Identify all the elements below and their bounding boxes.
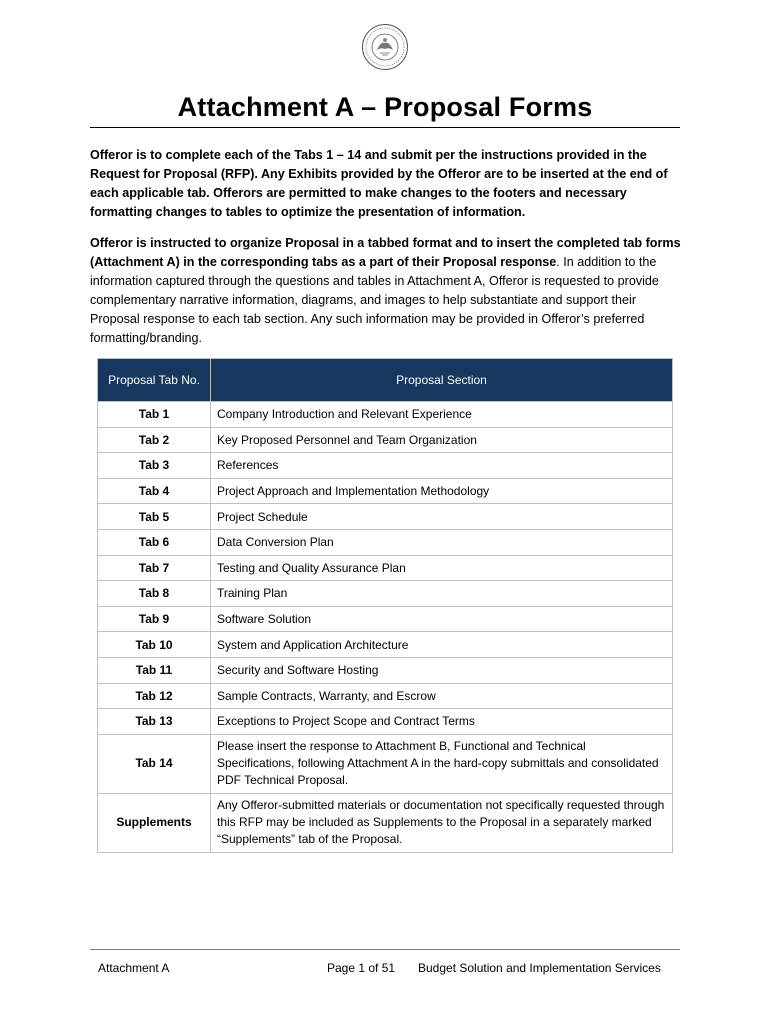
table-row bbox=[98, 793, 673, 852]
tab-number-cell: Tab 4 bbox=[98, 478, 211, 504]
section-cell: Testing and Quality Assurance Plan bbox=[211, 555, 673, 581]
proposal-tabs-table bbox=[97, 358, 673, 853]
organization-paragraph-bold: Offeror is instructed to organize Proposal in a tabbed format and to insert the completed tab forms (Attachment A) in the corresponding tabs as a part of their Proposal response bbox=[90, 236, 681, 269]
tab-number-cell: Tab 6 bbox=[98, 529, 211, 555]
title-divider bbox=[90, 127, 680, 128]
tab-number-cell: Tab 8 bbox=[98, 581, 211, 607]
table-row bbox=[98, 734, 673, 793]
table-row bbox=[98, 657, 673, 683]
table-header-row bbox=[98, 359, 673, 402]
tab-number-cell: Tab 1 bbox=[98, 402, 211, 428]
section-cell: Data Conversion Plan bbox=[211, 529, 673, 555]
tab-number-cell: Tab 10 bbox=[98, 632, 211, 658]
table-row bbox=[98, 581, 673, 607]
section-cell: System and Application Architecture bbox=[211, 632, 673, 658]
table-row bbox=[98, 453, 673, 479]
section-cell: Training Plan bbox=[211, 581, 673, 607]
section-cell: Software Solution bbox=[211, 606, 673, 632]
table-row bbox=[98, 529, 673, 555]
tab-number-cell: Tab 3 bbox=[98, 453, 211, 479]
table-row bbox=[98, 402, 673, 428]
organization-paragraph-rest: . In addition to the information captured through the questions and tables in Attachment A, Offeror is requested to provide complementary narrative information, diagrams, and images to help substantiate and support their Proposal response to each tab section. Any such information may be provided in Offeror’s preferred formatting/branding. bbox=[90, 255, 659, 345]
table-row bbox=[98, 504, 673, 530]
page-title: Attachment A – Proposal Forms bbox=[177, 92, 593, 122]
footer-project-name: Budget Solution and Implementation Services bbox=[418, 961, 661, 975]
table-row bbox=[98, 683, 673, 709]
tab-number-cell: Tab 2 bbox=[98, 427, 211, 453]
tab-number-cell: Tab 13 bbox=[98, 709, 211, 735]
table-row bbox=[98, 427, 673, 453]
column-header-section: Proposal Section bbox=[211, 359, 673, 402]
instructions-paragraph: Offeror is to complete each of the Tabs 1 – 14 and submit per the instructions provided in the Request for Proposal (RFP). Any Exhibits provided by the Offeror are to be inserted at the end of each applicable tab. Offerors are permitted to make changes to the footers and necessary formatting changes to tables to optimize the presentation of information. bbox=[90, 148, 668, 219]
section-cell: Security and Software Hosting bbox=[211, 657, 673, 683]
table-row bbox=[98, 555, 673, 581]
tab-number-cell: Tab 9 bbox=[98, 606, 211, 632]
table-row bbox=[98, 478, 673, 504]
section-cell: Company Introduction and Relevant Experience bbox=[211, 402, 673, 428]
section-cell: Any Offeror-submitted materials or documentation not specifically requested through this RFP may be included as Supplements to the Proposal in a separately marked “Supplements” tab of the Proposal. bbox=[211, 793, 673, 852]
section-cell: Sample Contracts, Warranty, and Escrow bbox=[211, 683, 673, 709]
tab-number-cell: Supplements bbox=[98, 793, 211, 852]
tab-number-cell: Tab 14 bbox=[98, 734, 211, 793]
tab-number-cell: Tab 7 bbox=[98, 555, 211, 581]
tab-number-cell: Tab 5 bbox=[98, 504, 211, 530]
section-cell: Project Approach and Implementation Methodology bbox=[211, 478, 673, 504]
section-cell: Project Schedule bbox=[211, 504, 673, 530]
footer-document-name: Attachment A bbox=[98, 961, 170, 975]
section-cell: Key Proposed Personnel and Team Organization bbox=[211, 427, 673, 453]
table-row bbox=[98, 632, 673, 658]
column-header-tab-no: Proposal Tab No. bbox=[98, 359, 211, 402]
organization-paragraph bbox=[90, 234, 682, 348]
section-cell: References bbox=[211, 453, 673, 479]
table-row bbox=[98, 606, 673, 632]
table-row bbox=[98, 709, 673, 735]
footer-divider bbox=[90, 949, 680, 950]
section-cell: Exceptions to Project Scope and Contract Terms bbox=[211, 709, 673, 735]
section-cell: Please insert the response to Attachment B, Functional and Technical Specifications, following Attachment A in the hard-copy submittals and consolidated PDF Technical Proposal. bbox=[211, 734, 673, 793]
tab-number-cell: Tab 11 bbox=[98, 657, 211, 683]
footer-page-number: Page 1 of 51 bbox=[327, 961, 396, 975]
state-seal-icon bbox=[361, 23, 409, 71]
tab-number-cell: Tab 12 bbox=[98, 683, 211, 709]
